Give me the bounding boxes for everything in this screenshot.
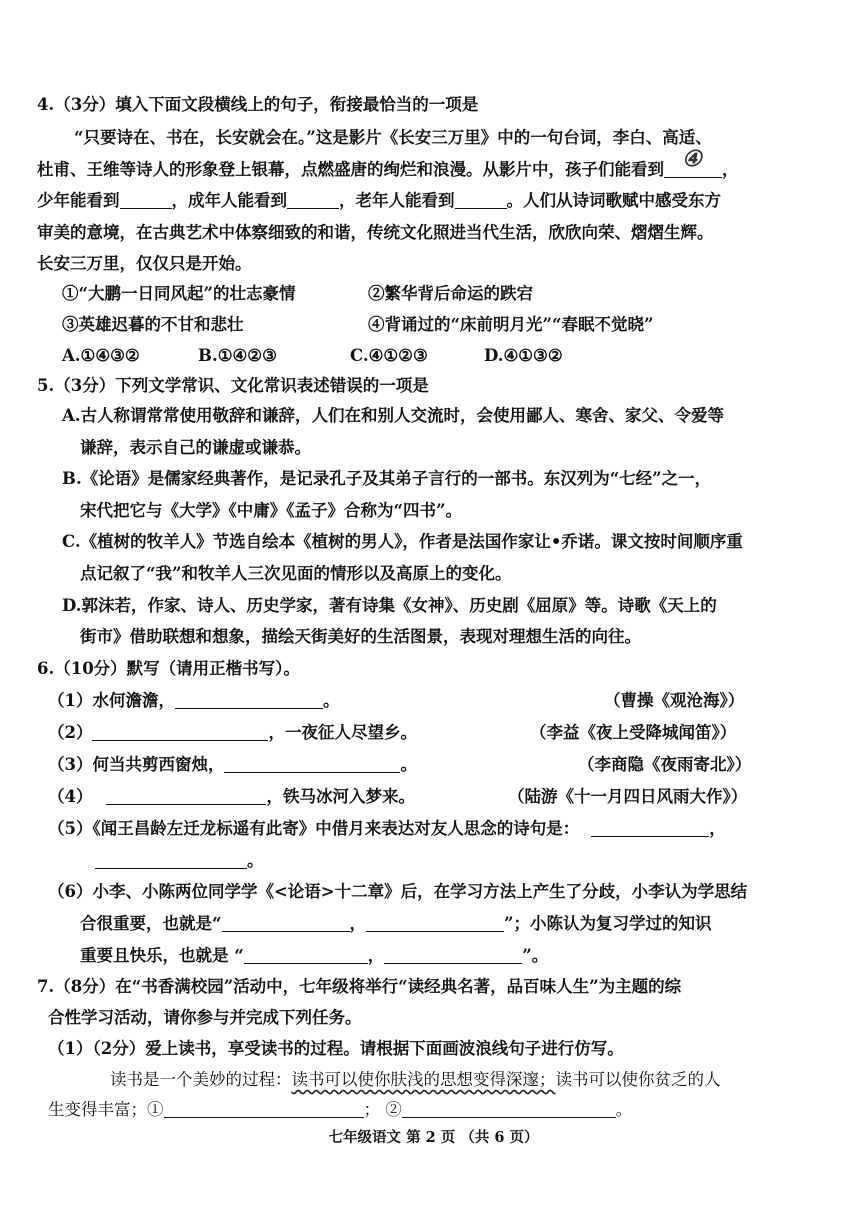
q6-blank-6c[interactable] <box>244 947 368 964</box>
q6-item-1: （1）水何澹澹， 。 <box>48 691 340 710</box>
q7-stem-line-2: 合性学习活动，请你参与并完成下列任务。 <box>48 1008 362 1027</box>
q4-passage-line-2: 杜甫、王维等诗人的形象登上银幕，点燃盛唐的绚烂和浪漫。从影片中，孩子们能看到 ④ ， <box>37 146 739 179</box>
q4-stem: 4.（3分）填入下面文段横线上的句子，衔接最恰当的一项是 <box>37 95 479 114</box>
q4-option-4: ④背诵过的“床前明月光”“春眠不觉晓” <box>368 315 654 334</box>
q6-item-5-line-2: 。 <box>95 849 264 873</box>
q6-blank-3[interactable] <box>224 756 400 773</box>
q7-example-line-1: 读书是一个美妙的过程：读书可以使你肤浅的思想变得深邃；读书可以使你贫乏的人 <box>110 1070 721 1089</box>
q5-option-b-line-1: B.《论语》是儒家经典著作，是记录孔子及其弟子言行的一部书。东汉列为“七经”之一， <box>62 469 712 488</box>
q6-item-5: （5）《闻王昌龄左迁龙标遥有此寄》中借月来表达对友人思念的诗句是： ， <box>48 819 726 838</box>
q4-passage-line-1: “只要诗在、书在，长安就会在。”这是影片《长安三万里》中的一句台词，李白、高适、 <box>74 128 712 147</box>
q6-source-1: （曹操《观沧海》） <box>604 691 745 710</box>
q4-answer-blank[interactable] <box>664 146 722 178</box>
q6-item-2: （2） ，一夜征人尽望乡。 <box>48 723 417 742</box>
q6-blank-5a[interactable] <box>591 820 709 837</box>
q6-blank-5b[interactable] <box>95 852 247 869</box>
q4-choice-c: C.④①②③ <box>350 346 428 365</box>
q4-choice-b: B.①④②③ <box>198 346 277 365</box>
q6-blank-6b[interactable] <box>366 915 504 932</box>
q7-blank-1[interactable] <box>164 1101 364 1118</box>
wavy-underlined-sentence: 读书可以使你肤浅的思想变得深邃； <box>291 1070 556 1089</box>
q6-item-4: （4） ，铁马冰河入梦来。 <box>48 787 415 806</box>
q4-choice-d: D.④①③② <box>484 346 563 365</box>
q6-stem: 6.（10分）默写（请用正楷书写）。 <box>37 659 300 678</box>
q4-passage-line-4: 审美的意境，在古典艺术中体察细致的和谐，传统文化照进当代生活，欣欣向荣、熠熠生辉。 <box>37 223 714 242</box>
q5-option-a-line-1: A.古人称谓常常使用敬辞和谦辞，人们在和别人交流时，会使用鄙人、寒舍、家父、令爱等 <box>62 406 725 425</box>
q4-blank-4[interactable] <box>455 192 507 209</box>
q6-blank-6a[interactable] <box>222 915 350 932</box>
q5-stem: 5.（3分）下列文学常识、文化常识表述错误的一项是 <box>37 376 429 395</box>
q4-passage-text: 杜甫、王维等诗人的形象登上银幕，点燃盛唐的绚烂和浪漫。从影片中，孩子们能看到 <box>37 160 664 179</box>
q6-item-6-line-2: 合很重要，也就是“ ， ”；小陈认为复习学过的知识 <box>80 914 712 933</box>
q5-option-d-line-1: D.郭沫若，作家、诗人、历史学家，著有诗集《女神》、历史剧《屈原》等。诗歌《天上的 <box>62 596 717 615</box>
handwritten-answer: ④ <box>682 146 702 172</box>
q5-option-a-line-2: 谦辞，表示自己的谦虚或谦恭。 <box>80 438 311 457</box>
q6-item-6-line-3: 重要且快乐，也就是 “ ， ”。 <box>80 946 549 965</box>
q6-source-2: （李益《夜上受降城闻笛》） <box>530 723 737 742</box>
page-footer: 七年级语文 第 2 页 （共 6 页） <box>328 1129 539 1146</box>
q7-example-line-2: 生变得丰富；① ； ② 。 <box>48 1100 633 1119</box>
q4-option-1: ①“大鹏一日同风起”的壮志豪情 <box>62 284 296 303</box>
q5-option-d-line-2: 街市》借助联想和想象，描绘天街美好的生活图景，表现对理想生活的向往。 <box>80 627 641 646</box>
q4-blank-2[interactable] <box>120 192 172 209</box>
q7-blank-2[interactable] <box>402 1101 616 1118</box>
q4-passage-line-5: 长安三万里，仅仅只是开始。 <box>37 254 252 273</box>
q5-option-c-line-1: C.《植树的牧羊人》节选自绘本《植树的男人》，作者是法国作家让•乔诺。课文按时间顺序重 <box>62 532 743 551</box>
q4-blank-3[interactable] <box>287 192 339 209</box>
q6-item-3: （3）何当共剪西窗烛， 。 <box>48 755 417 774</box>
q6-blank-2[interactable] <box>92 724 268 741</box>
q7-subtask-1: （1）（2分）爱上读书，享受读书的过程。请根据下面画波浪线句子进行仿写。 <box>48 1039 624 1058</box>
q6-blank-6d[interactable] <box>384 947 522 964</box>
q6-blank-4[interactable] <box>106 788 266 805</box>
q4-option-3: ③英雄迟暮的不甘和悲壮 <box>62 315 244 334</box>
q4-passage-line-3: 少年能看到 ，成年人能看到 ，老年人能看到 。人们从诗词歌赋中感受东方 <box>37 191 721 210</box>
q6-source-4: （陆游《十一月四日风雨大作》） <box>508 787 748 806</box>
q4-option-2: ②繁华背后命运的跌宕 <box>368 284 533 303</box>
q4-choice-a: A.①④③② <box>62 346 140 365</box>
q6-blank-1[interactable] <box>175 692 323 709</box>
q6-source-3: （李商隐《夜雨寄北》） <box>578 755 752 774</box>
q5-option-c-line-2: 点记叙了“我”和牧羊人三次见面的情形以及高原上的变化。 <box>80 564 512 583</box>
q5-option-b-line-2: 宋代把它与《大学》《中庸》《孟子》合称为“四书”。 <box>80 501 462 520</box>
q7-stem-line-1: 7.（8分）在“书香满校园”活动中，七年级将举行“读经典名著，品百味人生”为主题的综 <box>37 977 682 996</box>
q6-item-6-line-1: （6）小李、小陈两位同学学《<论语>十二章》后，在学习方法上产生了分歧，小李认为学思结 <box>48 882 748 901</box>
